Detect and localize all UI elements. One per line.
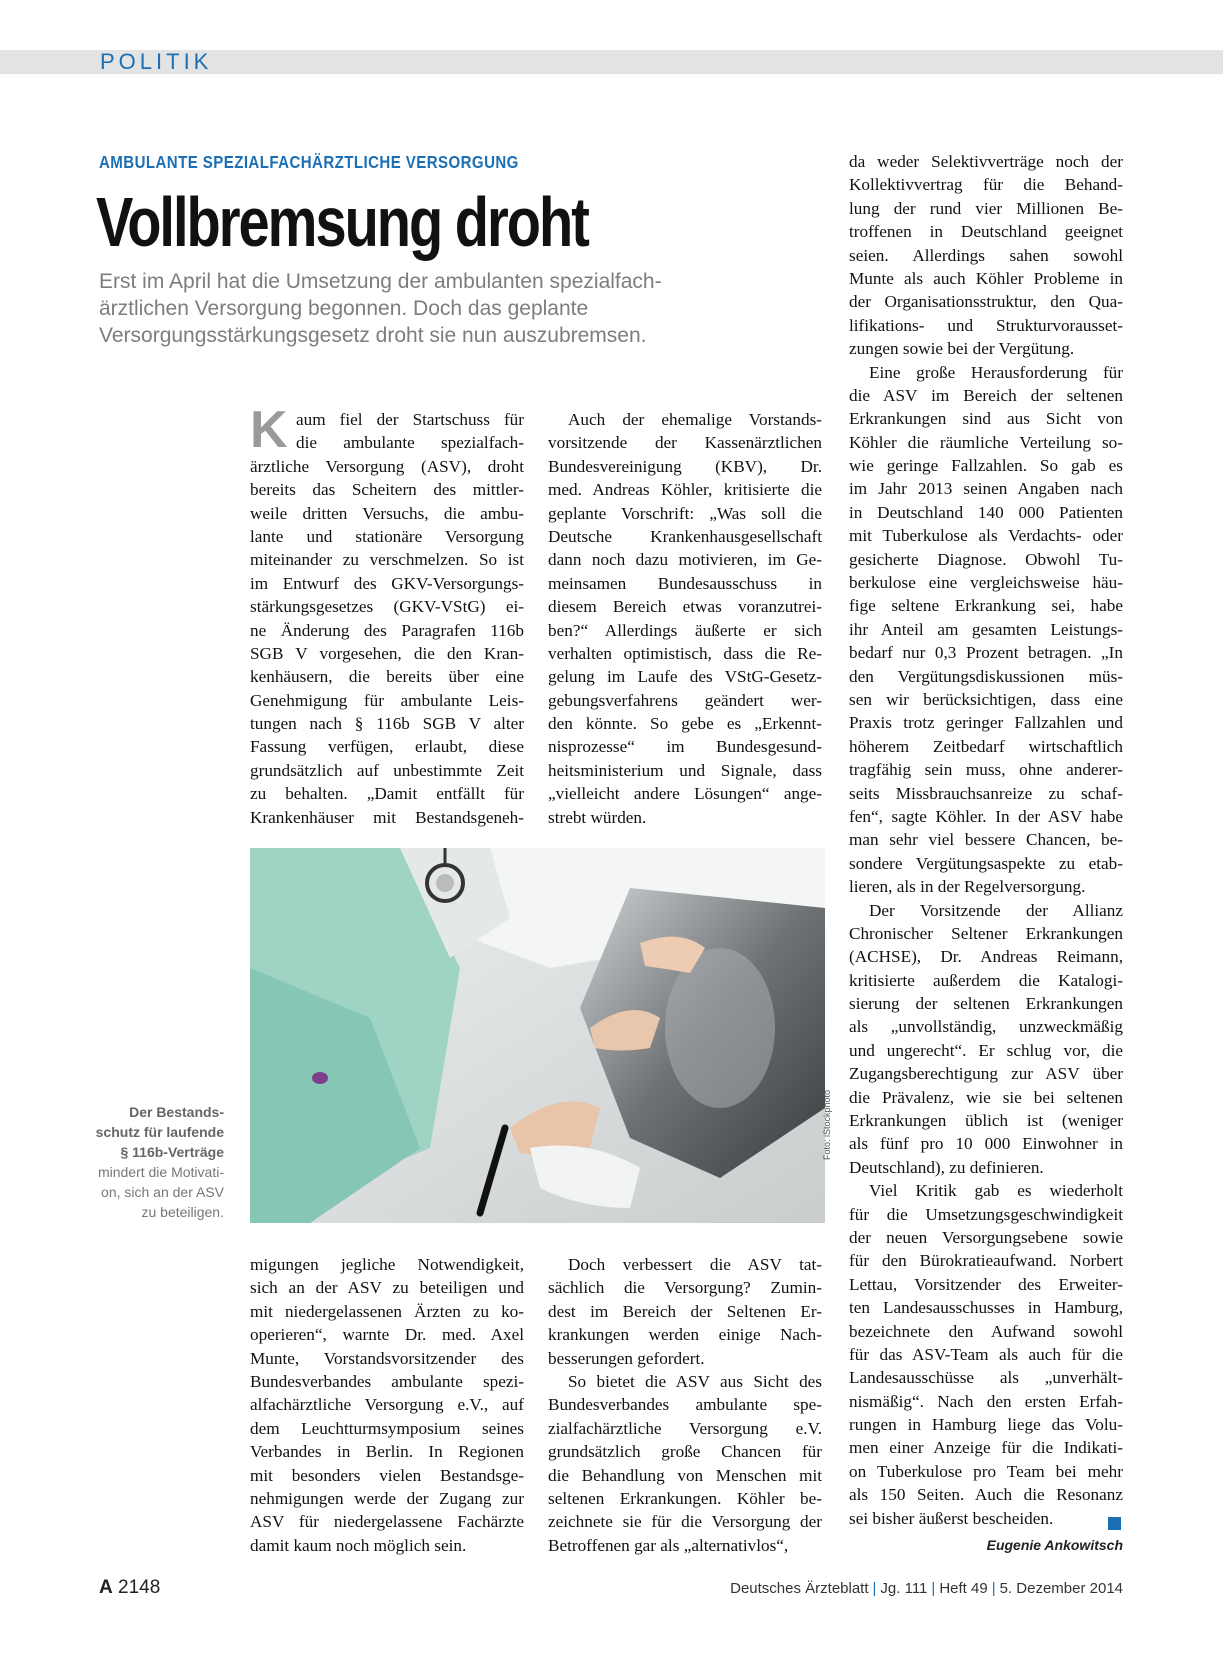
- text-line: Praxis trotz geringer Fallzahlen und: [849, 713, 1123, 733]
- text-line: Deutschland), zu definieren.: [849, 1157, 1044, 1177]
- footer-issue: Heft 49: [939, 1580, 988, 1597]
- text-line: Bundesvereinigung (KBV), Dr.: [548, 456, 822, 476]
- lead-line: Erst im April hat die Umsetzung der ambulanten spezialfach-: [99, 270, 662, 293]
- text-line: gebungsverfahrens geändert wer-: [548, 690, 822, 710]
- text-line: kenhäusern, die bereits über eine: [250, 667, 524, 687]
- text-line: miteinander zu verschmelzen. So ist: [250, 550, 524, 570]
- text-line: und ungerecht“. Er schlug vor, die: [849, 1040, 1123, 1060]
- text-line: höherem Zeitbedarf wirtschaftlich: [849, 736, 1123, 756]
- text-line: die ASV im Bereich der seltenen: [849, 385, 1123, 405]
- lead-line: ärztlichen Versorgung begonnen. Doch das geplante: [99, 297, 589, 320]
- text-line: Viel Kritik gab es wiederholt: [869, 1181, 1123, 1201]
- text-line: operieren“, warnte Dr. med. Axel: [250, 1325, 524, 1345]
- caption-line: on, sich an der ASV: [101, 1184, 224, 1200]
- text-line: sondere Vergütungsaspekte zu etab-: [849, 853, 1123, 873]
- text-line: sen wir berücksichtigen, dass eine: [849, 689, 1123, 709]
- text-line: zeichnete sie für die Versorgung der: [548, 1512, 822, 1532]
- text-line: Verbandes in Berlin. In Regionen: [250, 1442, 524, 1462]
- article-lead: [99, 268, 739, 349]
- text-line: tragfähig sein muss, ohne anderer-: [849, 760, 1123, 780]
- photo-caption: [60, 1102, 224, 1222]
- text-line: weile dritten Versuchs, die ambu-: [250, 503, 524, 523]
- text-line: Landesausschüsse als „unverhält-: [849, 1368, 1123, 1388]
- text-line: lifikations- und Strukturvorausset-: [849, 315, 1123, 335]
- text-line: als „unvollständig, unzweckmäßig: [849, 1017, 1123, 1037]
- text-line: meinsamen Bundesausschuss in: [548, 573, 822, 593]
- text-line: med. Andreas Köhler, kritisierte die: [548, 480, 822, 500]
- text-line: Krankenhäuser mit Bestandsgeneh-: [250, 807, 524, 827]
- text-line: mit Tuberkulose als Verdachts- oder: [849, 526, 1123, 546]
- text-line: Köhler die räumliche Verteilung so-: [849, 432, 1123, 452]
- text-line: damit kaum noch möglich sein.: [250, 1535, 467, 1555]
- caption-line: mindert die Motivati-: [97, 1164, 224, 1180]
- text-line: aum fiel der Startschuss für: [296, 410, 524, 429]
- text-line: seien. Allerdings sahen sowohl: [849, 245, 1123, 265]
- text-line: im Entwurf des GKV-Versorgungs-: [250, 573, 524, 593]
- doctors-xray-photo: [250, 848, 825, 1223]
- article-kicker: AMBULANTE SPEZIALFACHÄRZTLICHE VERSORGUNG: [99, 152, 519, 172]
- text-line: fen“, sagte Köhler. In der ASV habe: [849, 806, 1123, 826]
- text-line: lung der rund vier Millionen Be-: [849, 198, 1123, 218]
- text-line: alfachärztliche Versorgung e.V., auf: [250, 1395, 524, 1415]
- text-line: nismäßig“. Nach den ersten Erfah-: [849, 1391, 1123, 1411]
- text-line: bezeichnete den Aufwand sowohl: [849, 1321, 1123, 1341]
- text-line: den Vergütungsdiskussionen müs-: [849, 666, 1123, 686]
- text-line: mit besonders vielen Bestandsge-: [250, 1465, 524, 1485]
- footer-journal: Deutsches Ärzteblatt: [730, 1580, 869, 1597]
- text-line: lante und stationäre Versorgung: [250, 526, 524, 546]
- text-line: Chronischer Seltener Erkrankungen: [849, 923, 1123, 943]
- text-line: geplante Vorschrift: „Was soll die: [548, 503, 822, 523]
- text-line: als fünf pro 10 000 Einwohner in: [849, 1134, 1123, 1154]
- text-line: seits Missbrauchsanreize zu schaf-: [849, 783, 1123, 803]
- text-line: da weder Selektivverträge noch der: [849, 152, 1123, 171]
- text-line: für die Umsetzungsgeschwindigkeit: [849, 1204, 1123, 1224]
- text-line: dest im Bereich der Seltenen Er-: [548, 1301, 822, 1321]
- text-line: Doch verbessert die ASV tat-: [568, 1255, 822, 1274]
- caption-line: § 116b-Verträge: [120, 1144, 224, 1160]
- text-line: stärkungsgesetzes (GKV-VStG) ei-: [250, 597, 524, 617]
- text-line: ihr Anteil am gesamten Leistungs-: [849, 619, 1123, 639]
- text-line: zungen sowie bei der Vergütung.: [849, 339, 1075, 359]
- text-line: „vielleicht andere Lösungen“ ange-: [548, 784, 822, 804]
- text-line: mit niedergelassenen Ärzten zu ko-: [250, 1301, 524, 1321]
- text-line: gesicherte Diagnose. Obwohl Tu-: [849, 549, 1123, 569]
- text-line: ten Landesausschusses in Hamburg,: [849, 1298, 1123, 1318]
- text-line: Bundesverbandes ambulante spe-: [548, 1395, 822, 1415]
- body-column-2-top: [548, 408, 822, 829]
- body-column-1-top: [250, 401, 524, 829]
- text-line: Lettau, Vorsitzender des Erweiter-: [849, 1274, 1123, 1294]
- text-line: berkulose eine vergleichsweise häu-: [849, 573, 1123, 593]
- text-line: Betroffenen gar als „alternativlos“,: [548, 1535, 789, 1555]
- text-line: in Deutschland 140 000 Patienten: [849, 502, 1123, 522]
- text-line: Erkrankungen üblich ist (weniger: [849, 1111, 1123, 1131]
- text-line: besserungen gefordert.: [548, 1348, 705, 1368]
- text-line: wie geringe Fallzahlen. So gab es: [849, 456, 1123, 476]
- text-line: Munte als auch Köhler Probleme in: [849, 268, 1123, 288]
- text-line: lieren, als in der Regelversorgung.: [849, 877, 1086, 897]
- text-line: als 150 Seiten. Auch die Resonanz: [849, 1485, 1123, 1505]
- article-headline: Vollbremsung droht: [96, 183, 588, 261]
- page-number-value: 2148: [118, 1577, 161, 1598]
- text-line: für das ASV-Team als auch für die: [849, 1344, 1123, 1364]
- text-line: bedarf nur 0,3 Prozent betragen. „In: [849, 643, 1123, 663]
- text-line: migungen jegliche Notwendigkeit,: [250, 1255, 524, 1274]
- footer-volume: Jg. 111: [880, 1580, 928, 1597]
- text-line: men einer Anzeige für die Indikati-: [849, 1438, 1123, 1458]
- section-label: POLITIK: [100, 49, 213, 74]
- text-line: sächlich die Versorgung? Zumin-: [548, 1278, 822, 1298]
- text-line: vorsitzende der Kassenärztlichen: [548, 433, 822, 453]
- text-line: sich an der ASV zu beteiligen und: [250, 1278, 524, 1298]
- text-line: kritisierte außerdem die Katalogi-: [849, 970, 1123, 990]
- body-column-3: [849, 150, 1123, 1530]
- text-line: krankungen werden einige Nach-: [548, 1325, 822, 1345]
- text-line: den könnte. So gebe es „Erkennt-: [548, 714, 822, 734]
- page-prefix: A: [99, 1577, 113, 1598]
- text-line: Fassung verfügen, erlaubt, diese: [250, 737, 524, 757]
- text-line: Genehmigung für ambulante Leis-: [250, 690, 524, 710]
- text-line: nisprozesse“ im Bundesgesund-: [548, 737, 822, 757]
- text-line: ärztliche Versorgung (ASV), droht: [250, 456, 524, 476]
- text-line: troffenen in Deutschland geeignet: [849, 222, 1123, 242]
- author-name: Eugenie Ankowitsch: [986, 1537, 1123, 1553]
- text-line: (ACHSE), Dr. Andreas Reimann,: [849, 947, 1123, 967]
- text-line: heitsministerium und Signale, dass: [548, 760, 822, 780]
- drop-cap: K: [250, 401, 288, 459]
- text-line: die Behandlung von Menschen mit: [548, 1465, 822, 1485]
- text-line: der Organisationsstruktur, den Qua-: [849, 292, 1123, 312]
- text-line: für den Bürokratieaufwand. Norbert: [849, 1251, 1123, 1271]
- caption-line: Der Bestands-: [129, 1104, 224, 1120]
- text-line: man sehr viel bessere Chancen, be-: [849, 830, 1123, 850]
- text-line: seltenen Erkrankungen. Köhler be-: [548, 1488, 822, 1508]
- text-line: diesem Bereich etwas voranzutrei-: [548, 597, 822, 617]
- photo-credit: Foto: iStockphoto: [822, 1089, 832, 1160]
- text-line: ASV für niedergelassene Fachärzte: [250, 1512, 524, 1532]
- text-line: sei bisher äußerst bescheiden.: [849, 1508, 1054, 1528]
- text-line: Erkrankungen sind aus Sicht von: [849, 409, 1123, 429]
- text-line: SGB V vorgesehen, die den Kran-: [250, 643, 524, 663]
- text-line: fige seltene Erkrankung sei, habe: [849, 596, 1123, 616]
- text-line: grundsätzlich große Chancen für: [548, 1442, 822, 1462]
- text-line: nehmigungen werde der Zugang zur: [250, 1488, 524, 1508]
- text-line: Der Vorsitzende der Allianz: [869, 900, 1123, 920]
- text-line: der neuen Versorgungsebene sowie: [849, 1227, 1123, 1247]
- text-line: die ambulante spezialfach-: [296, 433, 524, 453]
- body-column-1-bottom: [250, 1253, 524, 1557]
- text-line: bereits das Scheitern des mittler-: [250, 480, 524, 500]
- text-line: sierung der seltenen Erkrankungen: [849, 994, 1123, 1014]
- text-line: Auch der ehemalige Vorstands-: [568, 410, 822, 429]
- text-line: ben?“ Allerdings äußerte er sich: [548, 620, 822, 640]
- text-line: Kollektivvertrag für die Behand-: [849, 175, 1123, 195]
- text-line: Bundesverbandes ambulante spezi-: [250, 1371, 524, 1391]
- text-line: So bietet die ASV aus Sicht des: [568, 1371, 822, 1391]
- text-line: tungen nach § 116b SGB V alter: [250, 714, 524, 734]
- article-photo: [250, 848, 825, 1223]
- text-line: Munte, Vorstandsvorsitzender des: [250, 1348, 524, 1368]
- body-column-2-bottom: [548, 1253, 822, 1557]
- lead-line: Versorgungsstärkungsgesetz droht sie nun auszubremsen.: [99, 324, 647, 347]
- text-line: Deutsche Krankenhausgesellschaft: [548, 526, 822, 546]
- text-line: im Jahr 2013 seinen Angaben nach: [849, 479, 1123, 499]
- text-line: dann noch dazu motivieren, im Ge-: [548, 550, 822, 570]
- text-line: on Tuberkulose pro Team bei mehr: [849, 1461, 1123, 1481]
- text-line: die Prävalenz, wie sie bei seltenen: [849, 1087, 1123, 1107]
- caption-line: schutz für laufende: [95, 1124, 224, 1140]
- text-line: zu behalten. „Damit entfällt für: [250, 784, 524, 804]
- text-line: rungen in Hamburg liege das Volu-: [849, 1415, 1123, 1435]
- caption-line: zu beteiligen.: [141, 1204, 224, 1220]
- footer: Deutsches Ärzteblatt | Jg. 111 | Heft 49 | 5. Dezember 2014: [730, 1580, 1123, 1597]
- text-line: strebt würden.: [548, 807, 647, 827]
- footer-date: 5. Dezember 2014: [999, 1580, 1123, 1597]
- text-line: ne Änderung des Paragrafen 116b: [250, 620, 524, 640]
- text-line: zialfachärztliche Versorgung e.V.: [548, 1418, 822, 1438]
- text-line: gelung im Laufe des VStG-Gesetz-: [548, 667, 822, 687]
- page-number: [99, 1577, 160, 1599]
- text-line: Zugangsberechtigung zur ASV über: [849, 1064, 1123, 1084]
- text-line: grundsätzlich auf unbestimmte Zeit: [250, 760, 524, 780]
- text-line: dem Leuchtturmsymposium seines: [250, 1418, 524, 1438]
- text-line: Eine große Herausforderung für: [869, 362, 1123, 382]
- end-mark: [1108, 1517, 1121, 1530]
- text-line: verhalten optimistisch, dass die Re-: [548, 643, 822, 663]
